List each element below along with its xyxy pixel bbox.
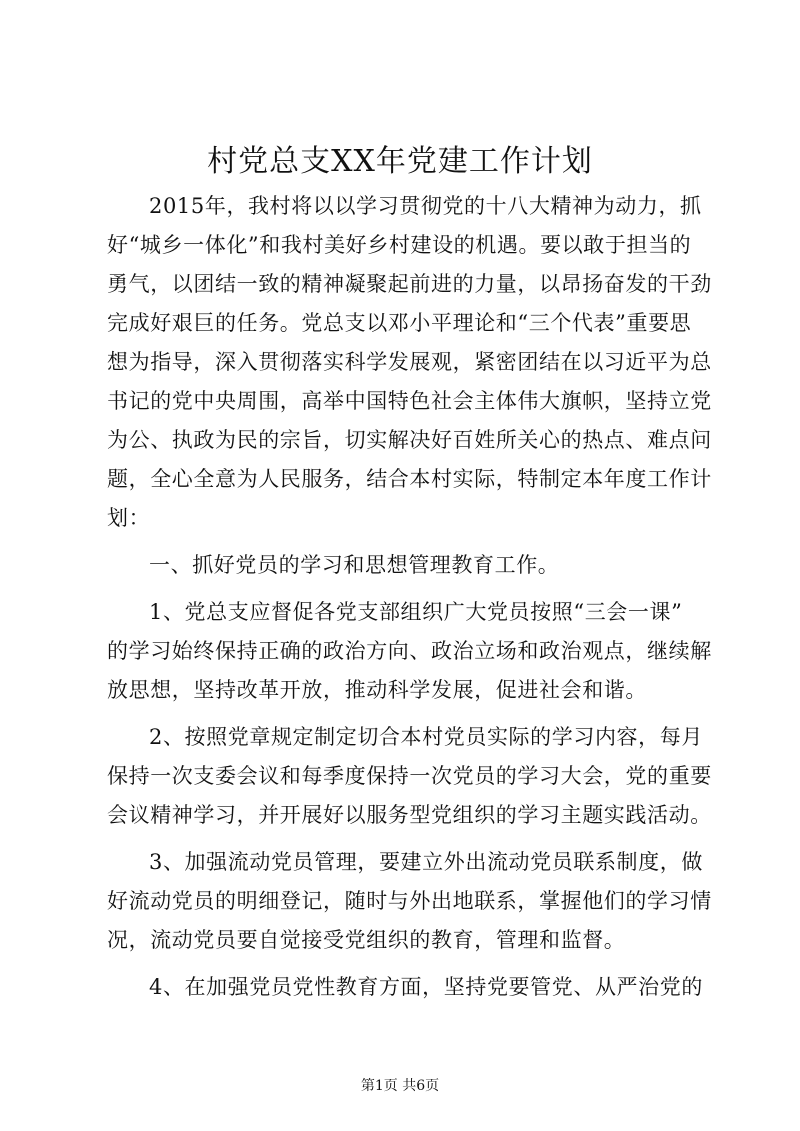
body-line: 完成好艰巨的任务。党总支以邓小平理论和“三个代表”重要思 (107, 311, 692, 335)
body-line: 4、在加强党员党性教育方面，坚持党要管党、从严治党的 (149, 975, 703, 999)
body-line: 题，全心全意为人民服务，结合本村实际，特制定本年度工作计 (107, 467, 712, 491)
section-heading: 一、抓好党员的学习和思想管理教育工作。 (149, 553, 560, 577)
body-line: 为公、执政为民的宗旨，切实解决好百姓所关心的热点、难点问 (107, 428, 712, 452)
paragraph-gap (107, 835, 697, 843)
body-line: 好流动党员的明细登记，随时与外出地联系，掌握他们的学习情 (107, 889, 712, 913)
body-line: 3、加强流动党员管理，要建立外出流动党员联系制度，做 (149, 850, 703, 874)
body-line: 放思想，坚持改革开放，推动科学发展，促进社会和谐。 (107, 678, 647, 702)
body-line: 书记的党中央周围，高举中国特色社会主体伟大旗帜，坚持立党 (107, 389, 712, 413)
body-line: 的学习始终保持正确的政治方向、政治立场和政治观点，继续解 (107, 639, 712, 663)
document-body (107, 187, 712, 1007)
paragraph-gap (107, 585, 697, 593)
paragraph-gap (107, 710, 697, 718)
body-line: 会议精神学习，并开展好以服务型党组织的学习主题实践活动。 (107, 803, 712, 827)
body-line: 保持一次支委会议和每季度保持一次党员的学习大会，党的重要 (107, 764, 712, 788)
document-title: 村党总支XX年党建工作计划 (207, 144, 593, 179)
body-line: 想为指导，深入贯彻落实科学发展观，紧密团结在以习近平为总 (107, 350, 712, 374)
paragraph-gap (107, 538, 697, 546)
body-line: 况，流动党员要自觉接受党组织的教育，管理和监督。 (107, 928, 626, 952)
paragraph-gap (107, 960, 697, 968)
page-footer: 第1页 共6页 (360, 1078, 440, 1094)
body-line: 2、按照党章规定制定切合本村党员实际的学习内容，每月 (149, 725, 703, 749)
body-line: 2015年，我村将以以学习贯彻党的十八大精神为动力，抓 (149, 194, 702, 218)
body-line: 划： (107, 506, 151, 530)
body-line: 勇气，以团结一致的精神凝聚起前进的力量，以昂扬奋发的干劲 (107, 272, 712, 296)
body-line: 1、党总支应督促各党支部组织广大党员按照“三会一课” (149, 600, 683, 624)
body-line: 好“城乡一体化”和我村美好乡村建设的机遇。要以敢于担当的 (107, 233, 692, 257)
